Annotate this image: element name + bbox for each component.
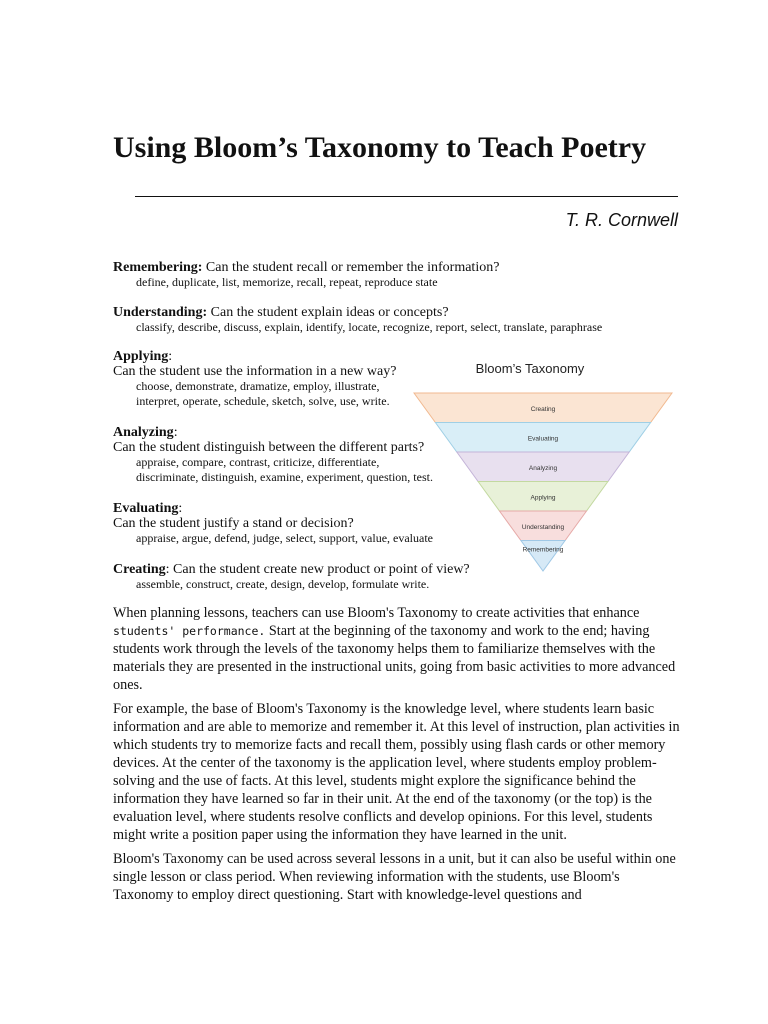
level-verbs: appraise, argue, defend, judge, select, support, value, evaluate <box>136 531 433 545</box>
pyramid-tier-label: Analyzing <box>528 464 558 472</box>
level-applying <box>113 349 396 409</box>
level-name: Analyzing <box>113 425 174 440</box>
pyramid-tier-label: Evaluating <box>527 435 559 443</box>
title-divider <box>135 196 678 197</box>
level-question: Can the student distinguish between the different parts? <box>113 440 425 455</box>
level-name: Evaluating <box>113 501 179 516</box>
level-heading-line: Analyzing: <box>113 425 178 440</box>
level-heading-line: Applying: <box>113 349 173 364</box>
level-question: Can the student create new product or point of view? <box>173 562 470 577</box>
level-heading-line <box>113 260 499 275</box>
level-name: Applying <box>113 349 169 364</box>
level-analyzing <box>113 425 433 485</box>
paragraph: Bloom's Taxonomy can be used across several lessons in a unit, but it can also be useful within one single lesson or class period. When reviewing information with the students, use Bloom's Taxonomy to employ direct questioning. Start with knowledge-level questions and <box>113 851 676 903</box>
paragraph: For example, the base of Bloom's Taxonomy is the knowledge level, where students learn basic information and are able to memorize and remember it. At this level of instruction, plan activities in which students try to memorize facts and recall them, possibly using flash cards or other memory devices. At the center of the taxonomy is the application level, where students employ problem-solving and the use of facts. At this level, students might explore the significance behind the information they have learned so far in their unit. At the end of the taxonomy (or the top) is the evaluation level, where students resolve conflicts and develop opinions. For this level, students might write a position paper using the information they have learned in the unit. <box>113 701 680 843</box>
level-verbs: choose, demonstrate, dramatize, employ, illustrate, <box>136 379 380 393</box>
pyramid-tier-label: Understanding <box>521 523 565 531</box>
level-evaluating <box>113 501 433 546</box>
level-remembering <box>113 260 499 290</box>
level-question: Can the student use the information in a new way? <box>113 364 397 379</box>
diagram-title: Bloom’s Taxonomy <box>475 361 585 376</box>
author-name: T. R. Cornwell <box>565 210 678 230</box>
pyramid-tier-remembering <box>521 541 565 572</box>
level-verbs: assemble, construct, create, design, develop, formulate write. <box>136 577 430 591</box>
pyramid-tier-label: Applying <box>530 494 556 502</box>
article-body <box>113 604 683 910</box>
level-name: Understanding: <box>113 305 208 320</box>
paragraph <box>113 604 683 694</box>
level-heading-line <box>113 305 602 320</box>
pyramid-tier-label: Remembering <box>522 546 564 554</box>
level-name: Creating <box>113 562 166 577</box>
blooms-taxonomy-diagram <box>408 355 682 575</box>
paragraph-text-mono: students' performance. <box>113 624 266 638</box>
level-verbs: discriminate, distinguish, examine, experiment, question, test. <box>136 470 433 484</box>
level-understanding <box>113 305 602 335</box>
level-verbs: classify, describe, discuss, explain, identify, locate, recognize, report, select, translate, paraphrase <box>136 320 603 334</box>
level-verbs: appraise, compare, contrast, criticize, differentiate, <box>136 455 380 469</box>
level-name: Remembering: <box>113 260 203 275</box>
paragraph-text: When planning lessons, teachers can use Bloom's Taxonomy to create activities that enhance <box>113 605 640 621</box>
level-verbs: interpret, operate, schedule, sketch, solve, use, write. <box>136 394 390 408</box>
level-question: Can the student explain ideas or concepts? <box>210 305 449 320</box>
paragraph-text: Start at the beginning of the taxonomy and work to the end; having students work through the levels of the taxonomy helps them to familiarize themselves with the materials they are presented in the instructional units, going from basic activities to more advanced ones. <box>113 623 676 693</box>
level-heading-line: Creating: Can the student create new product or point of view? <box>113 562 470 577</box>
level-question: Can the student justify a stand or decision? <box>113 516 354 531</box>
level-heading-line: Evaluating: <box>113 501 183 516</box>
level-question: Can the student recall or remember the information? <box>205 260 500 275</box>
pyramid-tier-label: Creating <box>530 405 556 413</box>
level-verbs: define, duplicate, list, memorize, recall, repeat, reproduce state <box>136 275 438 289</box>
page-title: Using Bloom’s Taxonomy to Teach Poetry <box>113 131 647 164</box>
